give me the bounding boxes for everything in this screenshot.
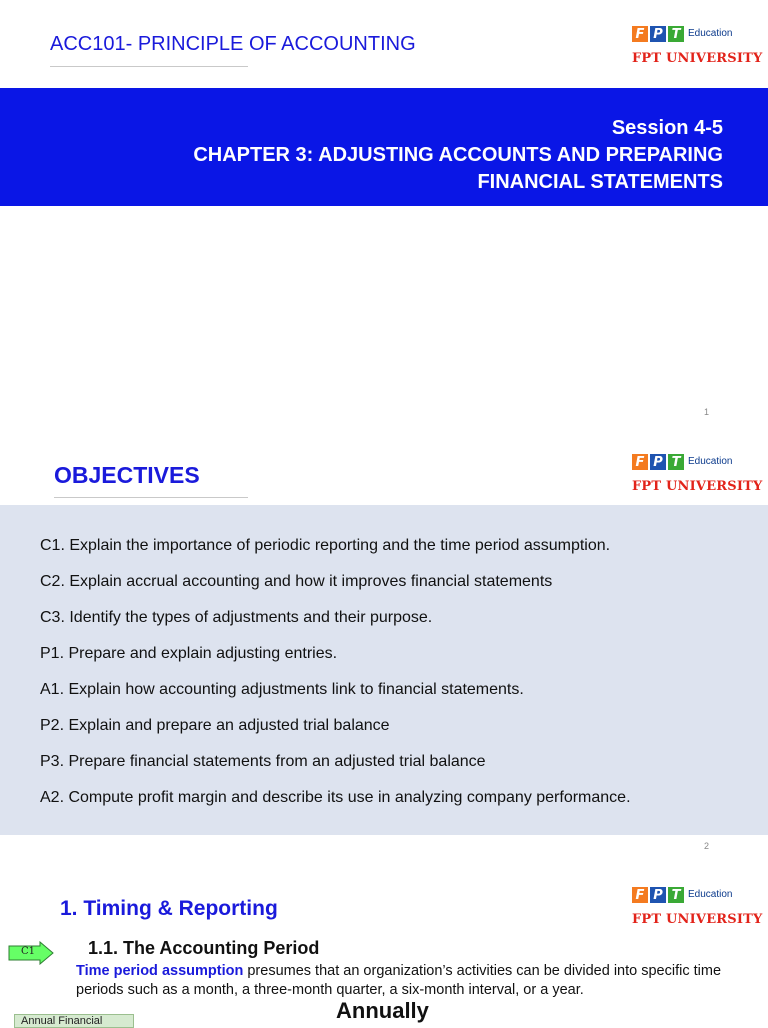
logo-education-text: Education [688, 889, 733, 900]
chapter-banner [0, 88, 768, 206]
session-label: Session 4-5 [611, 117, 723, 139]
chapter-title-line2: FINANCIAL STATEMENTS [477, 171, 723, 193]
logo-letter-p: P [650, 454, 666, 470]
logo-education-text: Education [688, 28, 733, 39]
logo-letter-f: F [632, 887, 648, 903]
objective-item: P2. Explain and prepare an adjusted trial balance [40, 717, 390, 734]
objectives-panel [0, 505, 768, 835]
logo-letter-f: F [632, 454, 648, 470]
chapter-title-line1: CHAPTER 3: ADJUSTING ACCOUNTS AND PREPARING [193, 144, 723, 166]
c1-arrow-badge [8, 941, 54, 965]
logo-university-text: FPT UNIVERSITY [632, 479, 763, 494]
objective-item: C2. Explain accrual accounting and how it improves financial statements [40, 573, 553, 590]
page-number: 1 [704, 407, 710, 417]
logo-university-text: FPT UNIVERSITY [632, 912, 763, 927]
objective-item: C3. Identify the types of adjustments and their purpose. [40, 609, 433, 626]
logo-letter-p: P [650, 887, 666, 903]
fpt-logo-blocks [632, 26, 684, 42]
subsection-title: 1.1. The Accounting Period [88, 938, 320, 958]
fpt-logo [632, 454, 762, 504]
chapter-banner-text [193, 115, 723, 196]
c1-badge-label: C1 [21, 946, 36, 957]
logo-letter-t: T [668, 454, 684, 470]
title-underline [50, 66, 248, 67]
fpt-logo [632, 887, 762, 937]
course-title: ACC101- PRINCIPLE OF ACCOUNTING [50, 33, 416, 55]
logo-letter-t: T [668, 26, 684, 42]
objective-item: P1. Prepare and explain adjusting entries. [40, 645, 338, 662]
objective-item: A2. Compute profit margin and describe its use in analyzing company performance. [40, 789, 631, 806]
annually-heading: Annually [336, 998, 429, 1023]
logo-university-text: FPT UNIVERSITY [632, 51, 763, 66]
definition-text: presumes that an organization’s activities can be divided into specific time periods such as a month, a three-month quarter, a six-month interval, or a year. [76, 963, 722, 998]
section-title: 1. Timing & Reporting [60, 897, 278, 920]
page-number: 2 [704, 841, 710, 851]
objectives-underline [54, 497, 248, 498]
objective-item: P3. Prepare financial statements from an adjusted trial balance [40, 753, 486, 770]
logo-letter-t: T [668, 887, 684, 903]
fpt-logo [632, 26, 762, 76]
objective-item: C1. Explain the importance of periodic reporting and the time period assumption. [40, 537, 611, 554]
logo-letter-p: P [650, 26, 666, 42]
fpt-logo-blocks [632, 454, 684, 470]
annual-financial-box: Annual Financial [14, 1014, 134, 1028]
objective-item: A1. Explain how accounting adjustments link to financial statements. [40, 681, 524, 698]
definition-paragraph [76, 962, 746, 1000]
definition-keyword: Time period assumption [76, 963, 244, 979]
logo-education-text: Education [688, 456, 733, 467]
objectives-title: OBJECTIVES [54, 462, 200, 488]
logo-letter-f: F [632, 26, 648, 42]
fpt-logo-blocks [632, 887, 684, 903]
objectives-list [40, 528, 631, 816]
